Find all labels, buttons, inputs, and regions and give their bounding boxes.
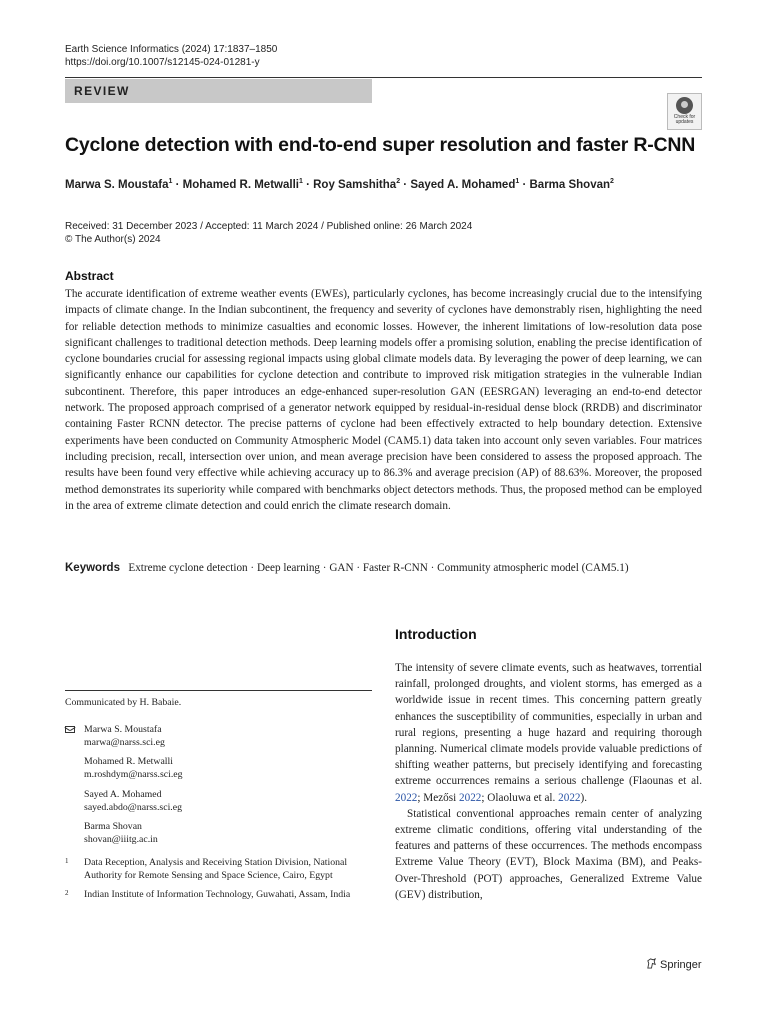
section-label: REVIEW [65, 79, 372, 103]
affiliation-number: 1 [65, 857, 69, 865]
contact-name: Barma Shovan [84, 821, 142, 833]
contact-list [65, 724, 372, 854]
author-separator: · [519, 178, 530, 191]
abstract-heading: Abstract [65, 269, 114, 283]
journal-citation: Earth Science Informatics (2024) 17:1837–1850 [65, 44, 278, 55]
author-name: Mohamed R. Metwalli [182, 178, 299, 191]
author-affiliation-mark: 2 [396, 178, 401, 185]
publisher-name: Springer [660, 959, 702, 971]
author-affiliation-mark: 1 [298, 178, 303, 185]
contact-email[interactable]: sayed.abdo@narss.sci.eg [84, 801, 182, 813]
contact-email[interactable]: m.roshdym@narss.sci.eg [84, 769, 183, 781]
affiliation-number: 2 [65, 889, 69, 898]
check-updates-icon [676, 97, 693, 114]
copyright-line: © The Author(s) 2024 [65, 234, 161, 245]
contact-entry [65, 724, 372, 749]
affiliation-text: Indian Institute of Information Technology, Guwahati, Assam, India [84, 889, 351, 901]
affiliation-entry [65, 857, 365, 882]
contact-entry [65, 821, 372, 846]
contact-name: Sayed A. Mohamed [84, 788, 162, 800]
contact-entry [65, 789, 372, 814]
contact-name: Mohamed R. Metwalli [84, 756, 173, 768]
contact-email[interactable]: marwa@narss.sci.eg [84, 736, 165, 748]
envelope-icon [65, 726, 75, 733]
author-affiliation-mark: 1 [515, 178, 520, 185]
author-separator: · [172, 178, 183, 191]
check-for-updates-badge[interactable] [667, 93, 702, 130]
check-updates-label: Check for updates [673, 114, 696, 125]
author-affiliation-mark: 2 [610, 178, 614, 185]
author-name: Sayed A. Mohamed [410, 178, 516, 191]
keywords-label: Keywords [65, 562, 120, 574]
publication-dates [65, 220, 472, 246]
footnote-rule [65, 690, 372, 691]
author-name: Barma Shovan [529, 178, 611, 191]
author-name: Marwa S. Moustafa [65, 178, 169, 191]
author-list [65, 178, 614, 191]
citation-link[interactable]: 2022 [459, 791, 482, 804]
keywords-list: Extreme cyclone detection · Deep learning · GAN · Faster R-CNN · Community atmospheric model (CAM5.1) [128, 562, 629, 574]
affiliation-list [65, 857, 365, 909]
contact-email[interactable]: shovan@iiitg.ac.in [84, 833, 158, 845]
doi-link[interactable]: https://doi.org/10.1007/s12145-024-01281-y [65, 57, 260, 68]
author-affiliation-mark: 1 [168, 178, 173, 185]
introduction-heading: Introduction [395, 626, 477, 642]
springer-horse-icon [646, 958, 657, 969]
header-rule [65, 77, 702, 78]
introduction-text [395, 660, 702, 903]
citation-link[interactable]: 2022 [558, 791, 581, 804]
affiliation-text: Data Reception, Analysis and Receiving Station Division, National Authority for Remote Sensing and Space Science, Cairo, Egypt [84, 857, 348, 881]
affiliation-entry [65, 889, 365, 902]
intro-paragraph: The intensity of severe climate events, such as heatwaves, torrential rainfall, prolonged droughts, and violent storms, has emerged as a worldwide issue in recent times. This concerning pattern greatly enhances the susceptibility of communities, especially in urban and rural regions, presenting a huge hazard and requiring thorough planning. Numerical climate models provide valuable predictions of shifting weather patterns, but precisely identifying and forecasting extreme occurrences remains a serious challenge (Flaounas et al. 2022; Mezősi 2022; Olaoluwa et al. 2022). [395, 662, 702, 804]
contact-name: Marwa S. Moustafa [84, 724, 162, 735]
contact-entry [65, 756, 372, 781]
paper-title: Cyclone detection with end-to-end super resolution and faster R-CNN [65, 134, 696, 156]
citation-link[interactable]: 2022 [395, 791, 418, 804]
author-separator: · [302, 178, 314, 191]
keywords-block [65, 560, 665, 577]
author-separator: · [400, 178, 411, 191]
communicated-by: Communicated by H. Babaie. [65, 697, 182, 708]
abstract-text: The accurate identification of extreme weather events (EWEs), particularly cyclones, has become increasingly crucial due to the intensifying impacts of climate change. In the Indian subcontinent, the frequency and severity of cyclones have demonstrably risen, highlighting the need for reliable detection methods to minimize casualties and economic losses. However, the inherent limitations of low-resolution data pose significant challenges to traditional detection methods. Deep learning models offer a promising solution, enabling the precise identification of cyclone boundaries crucial for assessing regional impacts using global climate models data. By leveraging the power of deep learning, we can significantly enhance our capabilities for cyclone detection and contribute to improved risk mitigation strategies in the vulnerable Indian subcontinent. Therefore, this paper introduces an edge-enhanced super-resolution GAN (EESRGAN) leveraging an end-to-end detector network. The proposed approach comprised of a generator network equipped by residual-in-residual dense block (RRDB) and discriminator containing Faster RCNN detector. The precise patterns of cyclone had been effectively extracted to help boundary detection. Extensive experiments have been conducted on Community Atmospheric Model (CAM5.1) data taken into account only seven variables. Four matrices including precision, recall, intersection over union, and mean average precision have been considered to assess the proposed approach. The results have been found very effective while achieving accuracy up to 86.3% and average precision (AP) of 88.63%. Moreover, the proposed method demonstrates its superiority while compared with benchmarks object detectors methods. Thus, the proposed method can be employed in the area of extreme climate detection and could enrich the climate research domain. [65, 288, 702, 512]
publisher-logo [646, 958, 702, 971]
intro-paragraph: Statistical conventional approaches remain center of analyzing extreme climatic conditions, offering vital understanding of the features and patterns of these occurrences. The methods encompass Extreme Value Theory (EVT), Block Maxima (BM), and Peaks-Over-Threshold (POT) approaches, Generalized Extreme Value (GEV) distribution, [395, 807, 702, 901]
history-dates: Received: 31 December 2023 / Accepted: 11 March 2024 / Published online: 26 March 2024 [65, 221, 473, 232]
author-name: Roy Samshitha [313, 178, 397, 191]
